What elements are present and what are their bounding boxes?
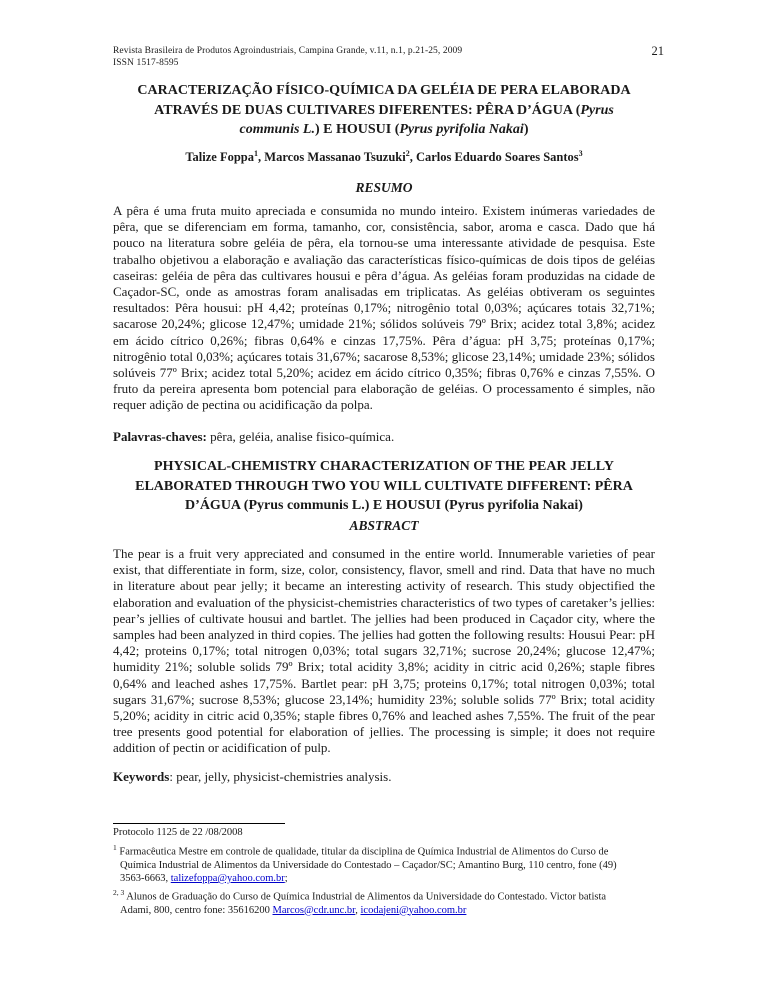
keywords-line	[113, 769, 655, 785]
footnote-block	[113, 823, 618, 917]
footnote-2	[113, 886, 618, 918]
palavras-chaves-label: Palavras-chaves:	[113, 429, 207, 444]
article-title-en	[113, 457, 655, 516]
title-text: )	[578, 498, 583, 513]
species-name: Pyrus pyrifolia Nakai	[449, 498, 579, 513]
title-text: PHYSICAL-CHEMISTRY CHARACTERIZATION OF THE PEAR JELLY	[154, 459, 614, 474]
title-en-line1	[113, 457, 655, 477]
keywords-text: : pear, jelly, physicist-chemistries analysis.	[169, 769, 392, 784]
author-name: Talize Foppa	[185, 150, 255, 165]
footnote-1	[113, 841, 618, 886]
title-pt-line3	[113, 120, 655, 140]
title-text: D’ÁGUA (	[185, 498, 249, 513]
journal-issn-line: ISSN 1517-8595	[113, 57, 179, 68]
abstract-heading: ABSTRACT	[349, 518, 419, 533]
footnote-marker: 1	[113, 842, 117, 852]
title-text: )	[523, 122, 529, 137]
title-text: ATRAVÉS DE DUAS CULTIVARES DIFERENTES: PÊRA D’ÁGUA (	[154, 102, 581, 118]
author-affiliation-marker: 1	[254, 149, 259, 158]
species-name: Pyrus communis L.	[248, 498, 365, 513]
title-en-line3	[113, 496, 655, 516]
journal-header	[113, 46, 655, 69]
title-pt-line2	[113, 101, 655, 121]
palavras-chaves-text: pêra, geléia, analise fisico-química.	[206, 429, 395, 444]
author-affiliation-marker: 3	[578, 149, 583, 158]
article-title-pt	[113, 81, 655, 140]
author-name: , Marcos Massanao Tsuzuki	[258, 150, 406, 165]
email-link-marcos[interactable]: Marcos@cdr.unc.br	[272, 904, 356, 916]
keywords-label: Keywords	[113, 769, 170, 784]
title-text: ELABORATED THROUGH TWO YOU WILL CULTIVATE DIFFERENT: PÊRA	[135, 478, 633, 494]
footnote-text: ;	[284, 873, 288, 884]
footnote-marker: 2, 3	[113, 887, 125, 897]
title-en-line2	[113, 477, 655, 497]
title-text: ) E HOUSUI (	[364, 498, 450, 513]
species-name: Pyrus pyrifolia Nakai	[399, 122, 524, 137]
title-text: CARACTERIZAÇÃO FÍSICO-QUÍMICA DA GELÉIA DE PERA ELABORADA	[137, 83, 631, 98]
resumo-heading: RESUMO	[355, 180, 413, 195]
authors-line	[113, 149, 655, 165]
resumo-body: A pêra é uma fruta muito apreciada e consumida no mundo inteiro. Existem inúmeras variedades de pêra, que se diferenciam em forma, tamanho, cor, consistência, sabor, aroma e casca. Dado que há pouco na literatura sobre geléia de pêra, ela tornou-se uma interessante atividade de pesquisa. Este trabalho objetivou a elaboração e avaliação das características físico-químicas de dois tipos de geléias caseiras: geléia de pêra das cultivares housui e pêra d’água. As geléias foram produzidas na cidade de Caçador-SC, onde as amostras foram analisadas em triplicatas. As geléias obtiveram os seguintes resultados: Pêra housui: pH 4,42; proteínas 0,17%; nitrogênio total 0,03%; açúcares totais 32,71%; sacarose 20,24%; glicose 12,47%; umidade 21%; sólidos solúveis 79º Brix; acidez total 3,8%; acidez em ácido cítrico 0,26%; fibras 0,64% e cinzas 17,75%. Pêra d’água: pH 3,75; proteínas 0,17%; nitrogênio total 0,03%; açúcares totais 31,67%; sacarose 8,53%; glicose 23,14%; umidade 23%; sólidos solúveis 77º Brix; acidez total 5,20%; acidez em ácido cítrico 0,35%; fibras 0,76% e cinzas 7,55%. O fruto da pereira apresenta bom potencial para elaboração de geléias. O processamento é simples, não requer adição de pectina ou acidificação da polpa.	[113, 203, 655, 413]
protocol-line: Protocolo 1125 de 22 /08/2008	[113, 827, 243, 838]
title-text: ) E HOUSUI (	[314, 122, 400, 137]
footnote-text: Alunos de Graduação do Curso de Química Industrial de Alimentos da Universidade do Contestado. Victor batista Adami, 800, centro fone: 35616200	[120, 891, 607, 916]
footnote-text: Farmacêutica Mestre em controle de qualidade, titular da disciplina de Química Industrial de Alimentos do Curso de Química Industrial de Alimentos da Universidade do Contestado – Caçador/SC; Amantino Burg, 110 centro, fone (49) 3563-6663,	[116, 846, 617, 884]
species-name: communis L.	[239, 122, 315, 137]
journal-citation-line: Revista Brasileira de Produtos Agroindustriais, Campina Grande, v.11, n.1, p.21-25, 2009	[113, 46, 463, 56]
page-number: 21	[651, 44, 664, 58]
email-link-icodajeni[interactable]: icodajeni@yahoo.com.br	[360, 904, 467, 916]
author-name: , Carlos Eduardo Soares Santos	[409, 150, 579, 165]
email-link-talizefoppa[interactable]: talizefoppa@yahoo.com.br	[170, 873, 285, 884]
species-name: Pyrus	[580, 102, 614, 118]
footnote-text: ,	[355, 904, 361, 916]
abstract-body: The pear is a fruit very appreciated and consumed in the entire world. Innumerable varieties of pear exist, that differentiate in form, size, color, consistency, flavor, smell and rind. Data that have no much in literature about pear jelly; it became an interesting activity of research. This study objectified the elaboration and evaluation of the physicist-chemistries characteristics of two types of caretaker’s jellies: pear’s jellies of cultivate housui and bartlet. The jellies had been produced in Caçador city, where the samples had been analyzed in third copies. The jellies had gotten the following results: Housui Pear: pH 4,42; proteins 0,17%; total nitrogen 0,03%; total sugars 32,71%; sucrose 20,24%; glucose 12,47%; humidity 21%; soluble solids 79º Brix; total acidity 3,8%; acidity in citric acid 0,26%; staple fibres 0,64% and leached ashes 17,75%. Bartlet pear: pH 3,75; proteins 0,17%; total nitrogen 0,03%; total sugars 31,67%; sucrose 8,53%; glucose 23,14%; humidity 23%; soluble solids 77º Brix; total acidity 5,20%; acidity in citric acid 0,35%; staple fibres 0,76% and leached ashes 7,55%. The fruit of the pear tree presents good potential for elaboration of jellies. The processing is simple; it does not require addition of pectin or acidification of pulp.	[113, 546, 655, 756]
footnote-separator	[113, 823, 285, 824]
author-affiliation-marker: 2	[405, 149, 410, 158]
palavras-chaves-line	[113, 429, 655, 445]
title-pt-line1	[113, 81, 655, 101]
